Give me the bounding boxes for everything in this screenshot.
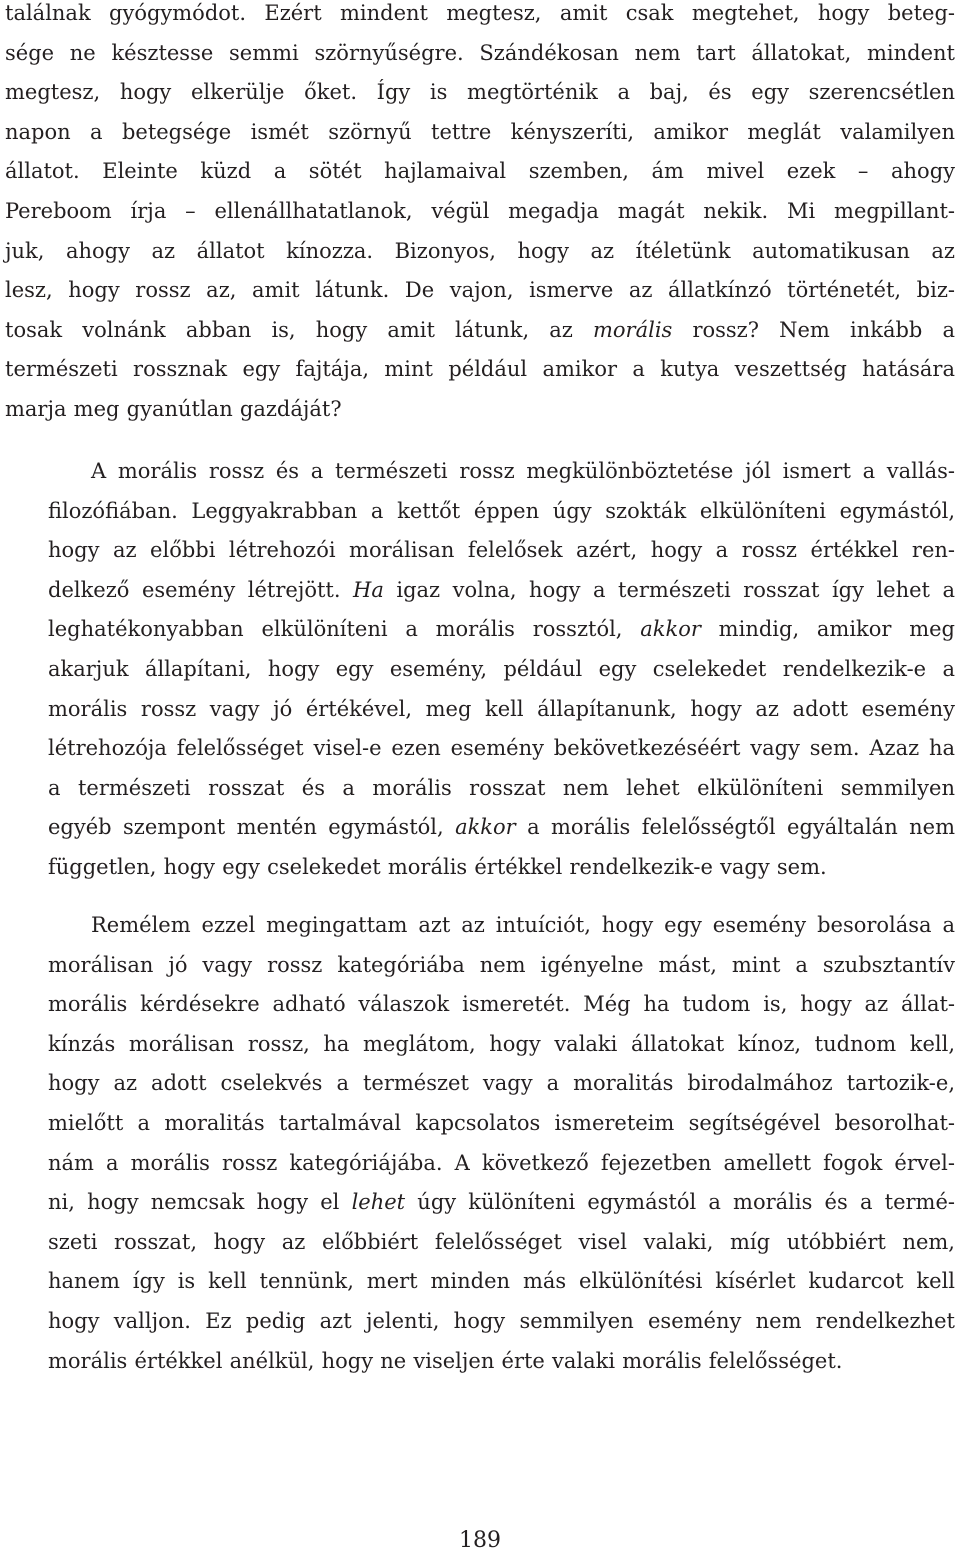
paragraph-3	[5, 906, 955, 1381]
text-line: filozófiában. Leggyakrabban a kettőt éppen úgy szokták elkülöníteni egymástól,	[48, 498, 955, 523]
text-line	[5, 1183, 955, 1223]
text-line: hogy valljon. Ez pedig azt jelenti, hogy semmilyen esemény nem rendelkezhet	[48, 1308, 955, 1333]
text-line: Remélem ezzel megingattam azt az intuíciót, hogy egy esemény besorolása a	[91, 913, 955, 937]
text-line: létrehozója felelősséget visel-e ezen esemény bekövetkezéséért vagy sem. Azaz ha	[48, 736, 955, 761]
paragraph-1	[5, 0, 955, 430]
text-line: A morális rossz és a természeti rossz megkülönböztetése jól ismert a vallás-	[91, 459, 955, 483]
text-line: morális rossz vagy jó értékével, meg kell állapítanunk, hogy az adott esemény	[48, 696, 955, 721]
text-line: akarjuk állapítani, hogy egy esemény, például egy cselekedet rendelkezik-e a	[48, 656, 955, 681]
text-line: független, hogy egy cselekedet morális értékkel rendelkezik-e vagy sem.	[48, 854, 827, 879]
italic-word: lehet	[351, 1190, 406, 1215]
text-line: morális kérdésekre adható válaszok ismeretét. Még ha tudom is, hogy az állat-	[48, 992, 955, 1017]
text-segment: mindig, amikor meg	[700, 617, 955, 642]
text-line: a természeti rosszat és a morális rosszat nem lehet elkülöníteni semmilyen	[48, 775, 955, 800]
text-line: marja meg gyanútlan gazdáját?	[5, 396, 342, 421]
text-line: morális értékkel anélkül, hogy ne viseljen érte valaki morális felelősséget.	[48, 1348, 843, 1373]
text-segment: úgy különíteni egymástól a morális és a termé-	[405, 1190, 955, 1215]
text-line: találnak gyógymódot. Ezért mindent megtesz, amit csak megtehet, hogy beteg-	[5, 1, 955, 25]
text-line: sége ne késztesse semmi szörnyűségre. Szándékosan nem tart állatokat, mindent	[5, 40, 955, 65]
italic-word: akkor	[640, 617, 701, 642]
text-line: nám a morális rossz kategóriájába. A következő fejezetben amellett fogok érvel-	[48, 1150, 955, 1175]
text-line: szeti rosszat, hogy az előbbiért felelősséget visel valaki, míg utóbbiért nem,	[48, 1229, 955, 1254]
text-line: Pereboom írja – ellenállhatatlanok, végül megadja magát nekik. Mi megpillant-	[5, 198, 955, 223]
text-line	[5, 311, 955, 351]
text-segment: egyéb szempont mentén egymástól,	[48, 815, 456, 840]
text-segment: ni, hogy nemcsak hogy el	[48, 1190, 352, 1215]
text-line: mielőtt a moralitás tartalmával kapcsolatos ismereteim segítségével besorolhat-	[48, 1110, 955, 1135]
text-segment: igaz volna, hogy a természeti rosszat így lehet a	[383, 577, 956, 602]
paragraph-2	[5, 452, 955, 888]
text-line: lesz, hogy rossz az, amit látunk. De vajon, ismerve az állatkínzó történetét, biz-	[5, 278, 955, 303]
text-segment: rossz? Nem inkább a	[672, 317, 955, 342]
text-line	[5, 571, 955, 611]
text-line: morálisan jó vagy rossz kategóriába nem igényelne mást, mint a szubsztantív	[48, 952, 955, 977]
text-line: juk, ahogy az állatot kínozza. Bizonyos, hogy az ítéletünk automatikusan az	[5, 238, 955, 263]
text-segment: tosak volnánk abban is, hogy amit látunk, az	[5, 317, 593, 342]
text-line: hanem így is kell tennünk, mert minden más elkülönítési kísérlet kudarcot kell	[48, 1269, 955, 1294]
text-segment: delkező esemény létrejött.	[48, 577, 354, 602]
text-line: állatot. Eleinte küzd a sötét hajlamaival szemben, ám mivel ezek – ahogy	[5, 159, 955, 184]
text-line	[5, 610, 955, 650]
text-segment: a morális felelősségtől egyáltalán nem	[515, 815, 955, 840]
text-line	[5, 808, 955, 848]
text-line: napon a betegsége ismét szörnyű tettre kényszeríti, amikor meglát valamilyen	[5, 119, 955, 144]
text-line: megtesz, hogy elkerülje őket. Így is megtörténik a baj, és egy szerencsétlen	[5, 80, 955, 105]
text-line: hogy az adott cselekvés a természet vagy a moralitás birodalmához tartozik-e,	[48, 1071, 955, 1096]
italic-word: Ha	[353, 577, 384, 602]
text-segment: leghatékonyabban elkülöníteni a morális rossztól,	[48, 617, 641, 642]
text-line: hogy az előbbi létrehozói morálisan felelősek azért, hogy a rossz értékkel ren-	[48, 538, 955, 563]
italic-word: morális	[593, 317, 673, 342]
page-number: 189	[459, 1528, 501, 1553]
text-line: természeti rossznak egy fajtája, mint például amikor a kutya veszettség hatására	[5, 357, 955, 382]
book-page	[5, 0, 955, 1566]
text-line: kínzás morálisan rossz, ha meglátom, hogy valaki állatokat kínoz, tudnom kell,	[48, 1031, 955, 1056]
italic-word: akkor	[455, 815, 516, 840]
